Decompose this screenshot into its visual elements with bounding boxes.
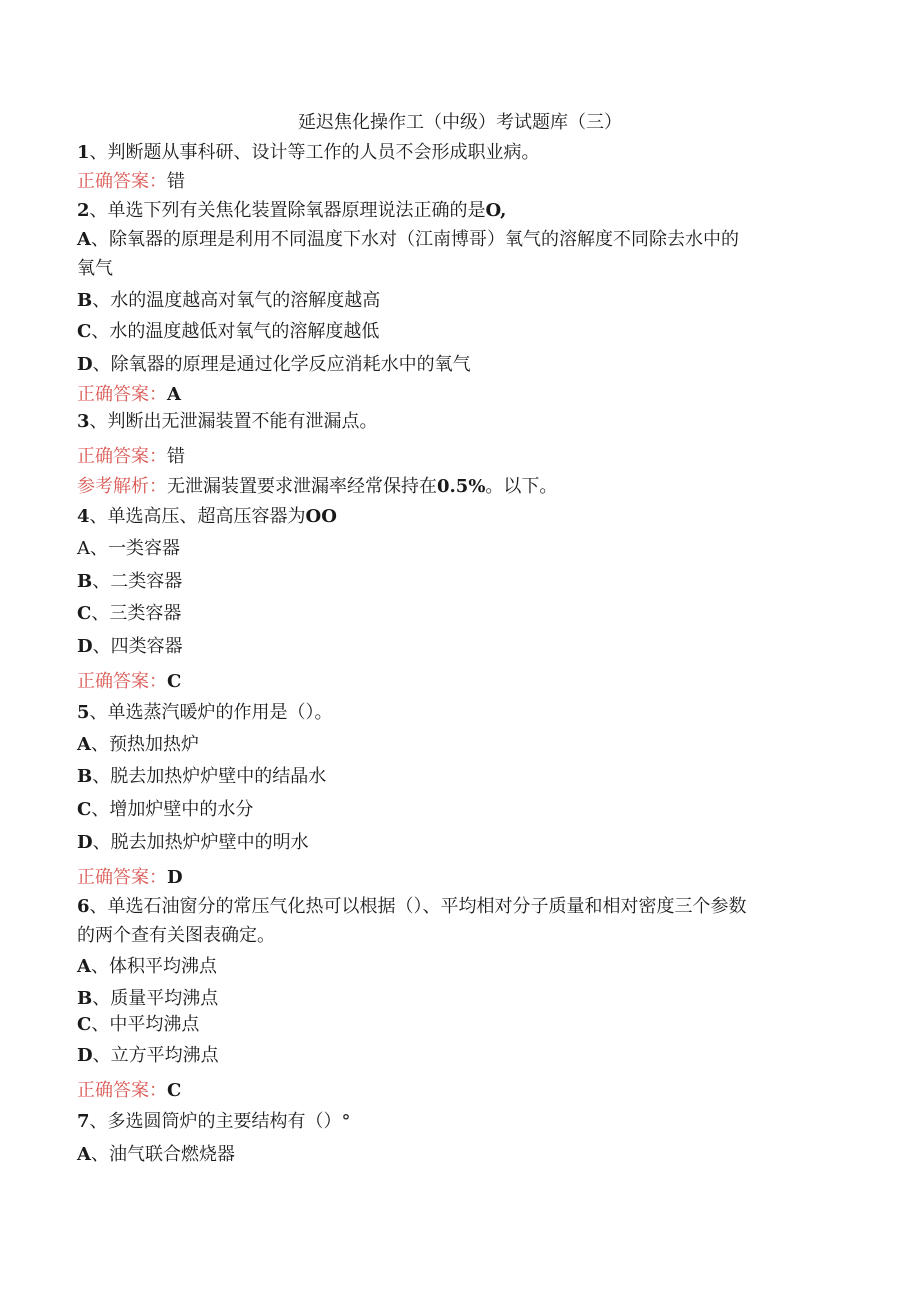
option-text: 预热加热炉 (108, 734, 199, 755)
option-2c (77, 321, 379, 343)
option-sep: 、 (92, 832, 111, 853)
option-sep: 、 (92, 354, 111, 375)
option-letter: A (77, 1144, 91, 1165)
answer-value: A (167, 384, 181, 405)
option-5d (77, 832, 309, 854)
question-text: 、单选高压、超高压容器为 (89, 506, 306, 527)
option-text: 四类容器 (110, 636, 183, 657)
option-sep: 、 (92, 1045, 111, 1066)
answer-value: D (167, 867, 183, 888)
option-letter: B (77, 290, 93, 311)
question-text: 、单选下列有关焦化装置除氧器原理说法正确的是 (89, 200, 486, 221)
option-4d (77, 636, 183, 658)
option-text: 油气联合燃烧器 (108, 1144, 235, 1165)
option-6d (77, 1045, 219, 1067)
question-6-cont: 的两个查有关图表确定。 (77, 925, 275, 946)
option-sep: 、 (90, 1144, 109, 1165)
option-7a (77, 1144, 235, 1166)
option-letter: A (77, 956, 91, 977)
option-sep: 、 (91, 321, 110, 342)
option-letter: B (77, 766, 93, 787)
answer-label: 正确答案： (77, 446, 167, 467)
question-5 (77, 702, 333, 724)
option-letter: A (77, 734, 91, 755)
answer-value: 错 (167, 446, 185, 467)
question-number: 1 (77, 142, 90, 163)
option-text: 二类容器 (110, 571, 183, 592)
question-number: 4 (77, 506, 90, 527)
option-text: 水的温度越高对氧气的溶解度越高 (110, 290, 381, 311)
option-text: 体积平均沸点 (108, 956, 217, 977)
option-2d (77, 354, 471, 376)
answer-label: 正确答案： (77, 384, 167, 405)
question-7 (77, 1111, 351, 1133)
option-text: 三类容器 (109, 603, 182, 624)
option-letter: D (77, 832, 93, 853)
option-sep: 、 (91, 799, 110, 820)
option-letter: A (77, 229, 91, 250)
option-text: 脱去加热炉炉壁中的结晶水 (110, 766, 327, 787)
option-6c (77, 1014, 199, 1036)
answer-label: 正确答案： (77, 1080, 167, 1101)
answer-2 (77, 384, 181, 406)
document-title: 延迟焦化操作工（中级）考试题库（三） (298, 112, 622, 133)
answer-3 (77, 446, 185, 468)
option-sep: 、 (91, 603, 110, 624)
option-sep: 、 (92, 766, 111, 787)
question-3 (77, 411, 378, 433)
option-letter: D (77, 636, 93, 657)
answer-value: C (167, 671, 182, 692)
option-letter: C (77, 799, 92, 820)
option-4b (77, 571, 182, 593)
answer-label: 正确答案： (77, 671, 167, 692)
option-letter: D (77, 1045, 93, 1066)
option-4a (77, 538, 180, 560)
option-5a (77, 734, 199, 756)
analysis-text: 无泄漏装置要求泄漏率经常保持在 (167, 476, 437, 497)
question-6 (77, 896, 747, 918)
option-sep: 、 (90, 956, 109, 977)
option-letter: B (77, 571, 93, 592)
option-text: 增加炉壁中的水分 (109, 799, 254, 820)
option-text: 一类容器 (108, 538, 180, 559)
option-5b (77, 766, 326, 788)
answer-value: 错 (167, 171, 185, 192)
analysis-number: 0.5% (437, 476, 486, 497)
option-6a (77, 956, 217, 978)
option-2b (77, 290, 380, 312)
option-letter: B (77, 988, 93, 1009)
analysis-3 (77, 476, 557, 498)
option-sep: 、 (92, 988, 111, 1009)
question-suffix: OO (305, 506, 337, 527)
question-text: 、多选圆筒炉的主要结构有（）° (89, 1111, 351, 1132)
option-sep: 、 (92, 290, 111, 311)
question-1 (77, 142, 540, 164)
option-text: 立方平均沸点 (110, 1045, 219, 1066)
option-sep: 、 (90, 538, 108, 559)
analysis-text-end: 。以下。 (485, 476, 558, 497)
question-2 (77, 200, 506, 222)
answer-label: 正确答案： (77, 867, 167, 888)
option-2a-cont: 氧气 (77, 258, 113, 279)
option-letter: C (77, 1014, 92, 1035)
question-text: 、单选石油窗分的常压气化热可以根据（）、平均相对分子质量和相对密度三个参数 (89, 896, 747, 917)
option-letter: C (77, 321, 92, 342)
option-6b (77, 988, 218, 1010)
option-sep: 、 (91, 1014, 110, 1035)
answer-1 (77, 171, 185, 193)
question-number: 6 (77, 896, 90, 917)
answer-4 (77, 671, 181, 693)
option-4c (77, 603, 181, 625)
option-sep: 、 (92, 636, 111, 657)
option-text: 中平均沸点 (109, 1014, 200, 1035)
option-2a (77, 229, 739, 251)
answer-6 (77, 1080, 181, 1102)
question-number: 3 (77, 411, 90, 432)
question-text: 、单选蒸汽暖炉的作用是（）。 (89, 702, 333, 723)
answer-5 (77, 867, 183, 889)
question-suffix: O, (485, 200, 507, 221)
question-4 (77, 506, 337, 528)
option-5c (77, 799, 253, 821)
question-number: 5 (77, 702, 90, 723)
option-sep: 、 (90, 229, 109, 250)
option-sep: 、 (92, 571, 111, 592)
option-text: 除氧器的原理是通过化学反应消耗水中的氧气 (110, 354, 471, 375)
question-number: 2 (77, 200, 90, 221)
option-letter: C (77, 603, 92, 624)
option-text: 水的温度越低对氧气的溶解度越低 (109, 321, 380, 342)
option-sep: 、 (90, 734, 109, 755)
option-letter: D (77, 354, 93, 375)
option-text: 除氧器的原理是利用不同温度下水对（江南博哥）氧气的溶解度不同除去水中的 (108, 229, 739, 250)
answer-label: 正确答案： (77, 171, 167, 192)
answer-value: C (167, 1080, 182, 1101)
question-number: 7 (77, 1111, 90, 1132)
option-text: 质量平均沸点 (110, 988, 219, 1009)
analysis-label: 参考解析： (77, 476, 167, 497)
option-letter: A (77, 538, 90, 559)
option-text: 脱去加热炉炉壁中的明水 (110, 832, 309, 853)
question-text: 、判断出无泄漏装置不能有泄漏点。 (89, 411, 378, 432)
question-text: 、判断题从事科研、设计等工作的人员不会形成职业病。 (89, 142, 540, 163)
